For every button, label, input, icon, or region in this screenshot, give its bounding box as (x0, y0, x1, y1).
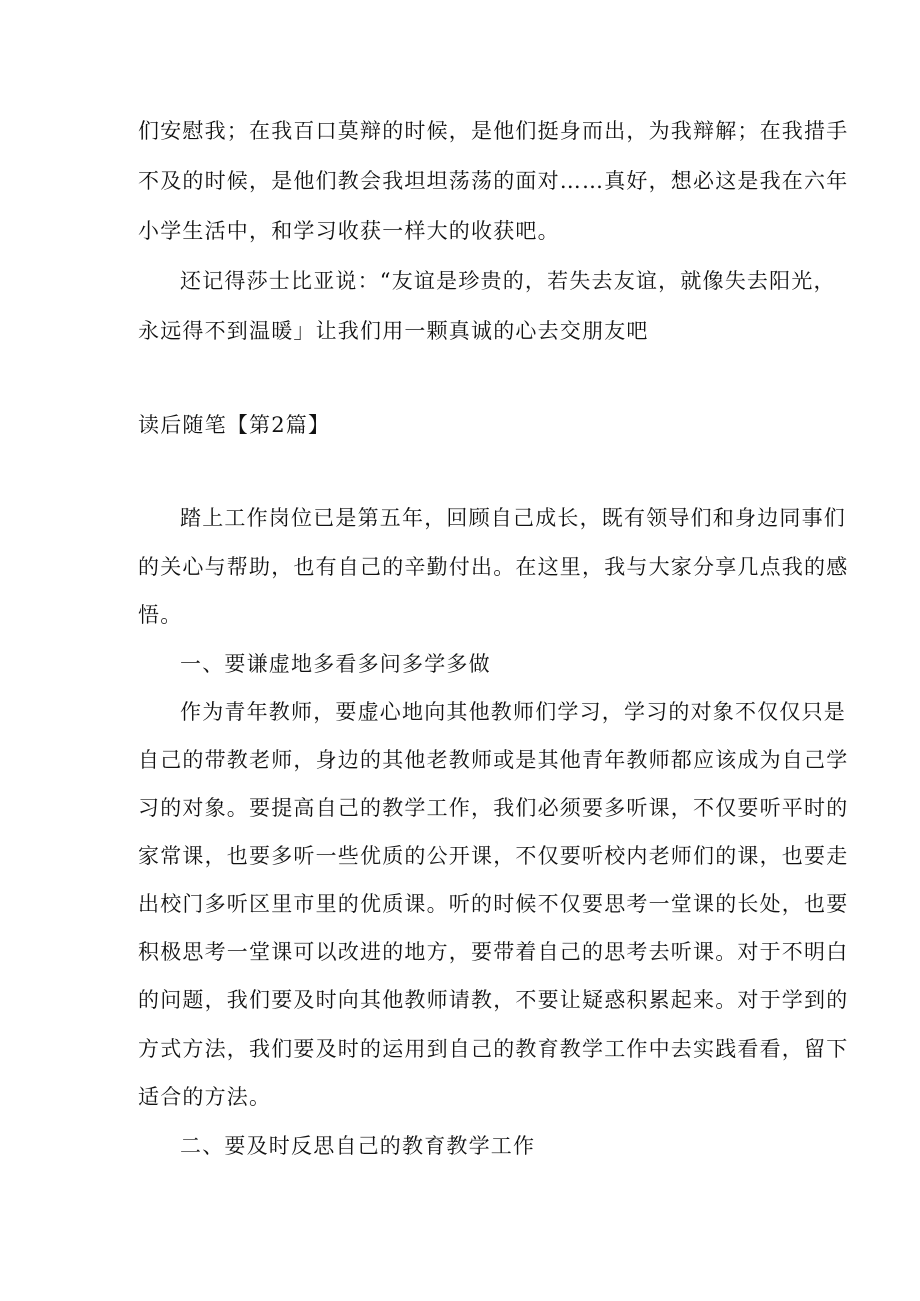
paragraph-line: 还记得莎士比亚说：“友谊是珍贵的，若失去友谊，就像失去阳光， (180, 269, 836, 293)
paragraph-line: 悟。 (138, 603, 183, 627)
subheading-1: 一、要谦虚地多看多问多学多做 (180, 652, 491, 676)
paragraph-line: 家常课，也要多听一些优质的公开课，不仅要听校内老师们的课，也要走 (138, 844, 849, 868)
section-heading: 读后随笔【第2篇】 (138, 413, 331, 437)
paragraph-line: 永远得不到温暖」让我们用一颗真诚的心去交朋友吧 (138, 319, 649, 343)
paragraph-line: 习的对象。要提高自己的教学工作，我们必须要多听课，不仅要听平时的 (138, 796, 849, 820)
paragraph-line: 适合的方法。 (138, 1085, 272, 1109)
paragraph-line: 们安慰我；在我百口莫辩的时候，是他们挺身而出，为我辩解；在我措手 (138, 119, 849, 143)
paragraph-line: 积极思考一堂课可以改进的地方，要带着自己的思考去听课。对于不明白 (138, 940, 849, 964)
paragraph-line: 的问题，我们要及时向其他教师请教，不要让疑惑积累起来。对于学到的 (138, 988, 849, 1012)
subheading-2: 二、要及时反思自己的教育教学工作 (180, 1134, 536, 1158)
paragraph-line: 方式方法，我们要及时的运用到自己的教育教学工作中去实践看看，留下 (138, 1037, 849, 1061)
paragraph-line: 自己的带教老师，身边的其他老教师或是其他青年教师都应该成为自己学 (138, 748, 849, 772)
paragraph-line: 出校门多听区里市里的优质课。听的时候不仅要思考一堂课的长处，也要 (138, 892, 849, 916)
paragraph-line: 作为青年教师，要虚心地向其他教师们学习，学习的对象不仅仅只是 (180, 700, 846, 724)
paragraph-line: 踏上工作岗位已是第五年，回顾自己成长，既有领导们和身边同事们 (180, 506, 846, 530)
paragraph-line: 的关心与帮助，也有自己的辛勤付出。在这里，我与大家分享几点我的感 (138, 555, 849, 579)
paragraph-line: 小学生活中，和学习收获一样大的收获吧。 (138, 219, 560, 243)
paragraph-line: 不及的时候，是他们教会我坦坦荡荡的面对……真好，想必这是我在六年 (138, 169, 849, 193)
